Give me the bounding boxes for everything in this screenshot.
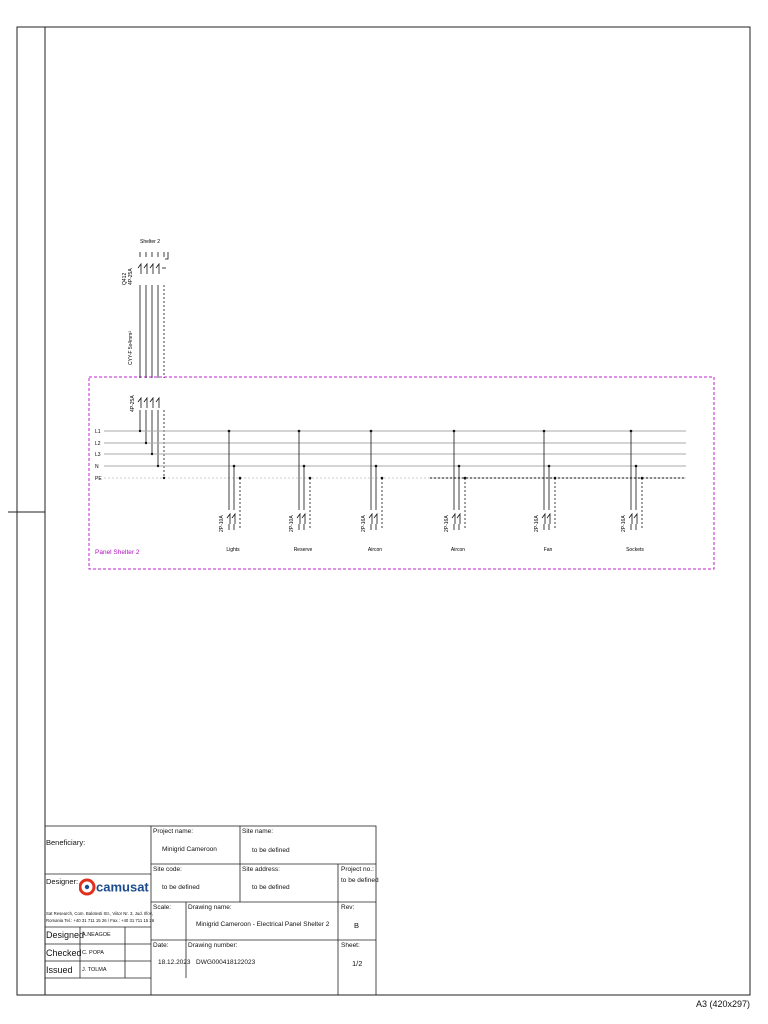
checked-label: Checked bbox=[46, 948, 82, 958]
drawing-number-value: DWG000418122023 bbox=[196, 959, 256, 966]
designed-value: A.NEAGOE bbox=[82, 932, 111, 938]
circuit-branch bbox=[361, 430, 383, 553]
junction-dot bbox=[635, 465, 638, 468]
sheet-label: Sheet: bbox=[341, 942, 360, 949]
bus-label-pe: PE bbox=[95, 476, 102, 482]
junction-dot bbox=[370, 430, 373, 433]
circuit-branch bbox=[621, 430, 644, 553]
issued-label: Issued bbox=[46, 965, 73, 975]
beneficiary-label: Beneficiary: bbox=[46, 838, 86, 847]
junction-dot bbox=[458, 465, 461, 468]
circuit-rating: 2P-16A bbox=[361, 515, 367, 532]
rev-value: B bbox=[354, 921, 360, 930]
bus-label-n: N bbox=[95, 464, 99, 470]
site-code-value: to be defined bbox=[162, 884, 200, 891]
project-name-label: Project name: bbox=[153, 828, 194, 835]
rev-label: Rev: bbox=[341, 904, 355, 911]
drawing-number-label: Drawing number: bbox=[188, 942, 238, 949]
site-name-value: to be defined bbox=[252, 847, 290, 854]
company-address-line1: Sat Research, Com. Balotesti Str., Viitor Nr. 3, Jud. Ilfov, bbox=[46, 911, 153, 916]
bus-label-l3: L3 bbox=[95, 452, 101, 458]
panel-breaker-symbol bbox=[138, 398, 159, 408]
circuit-branch bbox=[289, 430, 313, 553]
date-label: Date: bbox=[153, 942, 169, 949]
incoming-cable-label: CYY-F 5x4mm² bbox=[128, 331, 134, 365]
sheet-value: 1/2 bbox=[352, 959, 363, 968]
circuit-name: Lights bbox=[226, 547, 240, 553]
junction-dot bbox=[464, 477, 467, 480]
junction-dot bbox=[554, 477, 557, 480]
fuse-label: Q412 bbox=[122, 272, 128, 285]
circuit-breaker-symbol bbox=[452, 514, 460, 524]
circuit-rating: 2P-16A bbox=[444, 515, 450, 532]
circuit-name: Aircon bbox=[450, 547, 466, 553]
circuit-output-wire bbox=[229, 524, 234, 530]
junction-dot bbox=[303, 465, 306, 468]
bus-labels bbox=[95, 429, 102, 482]
circuit-breaker-symbol bbox=[369, 514, 377, 524]
junction-dot bbox=[309, 477, 312, 480]
circuit-branch bbox=[534, 430, 556, 553]
junction-dot bbox=[453, 430, 456, 433]
circuit-breaker-symbol bbox=[297, 514, 305, 524]
panel-boundary bbox=[89, 377, 714, 569]
panel-feeders bbox=[140, 410, 164, 478]
circuit-branch bbox=[219, 430, 241, 553]
busbars bbox=[104, 431, 686, 466]
bus-label-l1: L1 bbox=[95, 429, 101, 435]
circuit-output-wire bbox=[454, 524, 459, 530]
junction-dot bbox=[381, 477, 384, 480]
company-logo bbox=[79, 877, 151, 897]
designed-label: Designed bbox=[46, 930, 85, 940]
circuits bbox=[219, 430, 644, 553]
issued-value: J. TOLMA bbox=[82, 967, 107, 973]
circuit-rating: 2P-10A bbox=[289, 515, 295, 532]
circuit-name: Reserve bbox=[293, 547, 313, 553]
sheet-size: A3 (420x297) bbox=[695, 999, 750, 1009]
junction-dot bbox=[239, 477, 242, 480]
junction-dot bbox=[375, 465, 378, 468]
site-name-label: Site name: bbox=[242, 828, 274, 835]
main-breaker-symbol bbox=[138, 264, 166, 274]
junction-dot bbox=[298, 430, 301, 433]
company-address-line2: Romania Tel.: +40 31 711 15 26 / Fax.: +40 31 711 15 26 bbox=[46, 918, 155, 923]
junction-dot bbox=[233, 465, 236, 468]
junction-dot bbox=[228, 430, 231, 433]
circuit-name: Aircon bbox=[367, 547, 383, 553]
circuit-rating: 2P-10A bbox=[219, 515, 225, 532]
circuit-name: Sockets bbox=[626, 547, 644, 553]
junction-dot bbox=[641, 477, 644, 480]
circuit-rating: 2P-16A bbox=[621, 515, 627, 532]
circuit-breaker-symbol bbox=[629, 514, 637, 524]
junction-dot bbox=[548, 465, 551, 468]
circuit-output-wire bbox=[544, 524, 549, 530]
circuit-rating: 2P-16A bbox=[534, 515, 540, 532]
panel-label: Panel Shelter 2 bbox=[95, 549, 140, 556]
project-no-label: Project no.: bbox=[341, 866, 374, 873]
circuit-breaker-symbol bbox=[542, 514, 550, 524]
incoming-terminals bbox=[140, 252, 168, 259]
incoming-label: Shelter 2 bbox=[140, 239, 161, 245]
circuit-branch bbox=[444, 430, 466, 553]
circuit-output-wire bbox=[631, 524, 636, 530]
drawing-name-value: Minigrid Cameroon - Electrical Panel Shelter 2 bbox=[196, 921, 330, 928]
main-breaker-label: 4P-25A bbox=[128, 268, 134, 285]
site-address-label: Site address: bbox=[242, 866, 280, 873]
panel-breaker-label: 4P-25A bbox=[130, 395, 136, 412]
project-name-value: Minigrid Cameroon bbox=[162, 846, 217, 853]
site-code-label: Site code: bbox=[153, 866, 182, 873]
scale-label: Scale: bbox=[153, 904, 172, 911]
bus-label-l2: L2 bbox=[95, 441, 101, 447]
incoming-cable bbox=[140, 285, 164, 378]
date-value: 18.12.2023 bbox=[158, 959, 191, 966]
junction-dot bbox=[630, 430, 633, 433]
svg-text:camusat: camusat bbox=[96, 879, 149, 895]
circuit-name: Fan bbox=[543, 547, 553, 553]
site-address-value: to be defined bbox=[252, 884, 290, 891]
designer-label: Designer: bbox=[46, 877, 79, 886]
outer-frame bbox=[17, 27, 750, 995]
checked-value: C. POPA bbox=[82, 950, 104, 956]
circuit-output-wire bbox=[371, 524, 376, 530]
circuit-output-wire bbox=[299, 524, 304, 530]
drawing-name-label: Drawing name: bbox=[188, 904, 232, 911]
circuit-breaker-symbol bbox=[227, 514, 235, 524]
junction-dot bbox=[543, 430, 546, 433]
project-no-value: to be defined bbox=[341, 877, 379, 884]
